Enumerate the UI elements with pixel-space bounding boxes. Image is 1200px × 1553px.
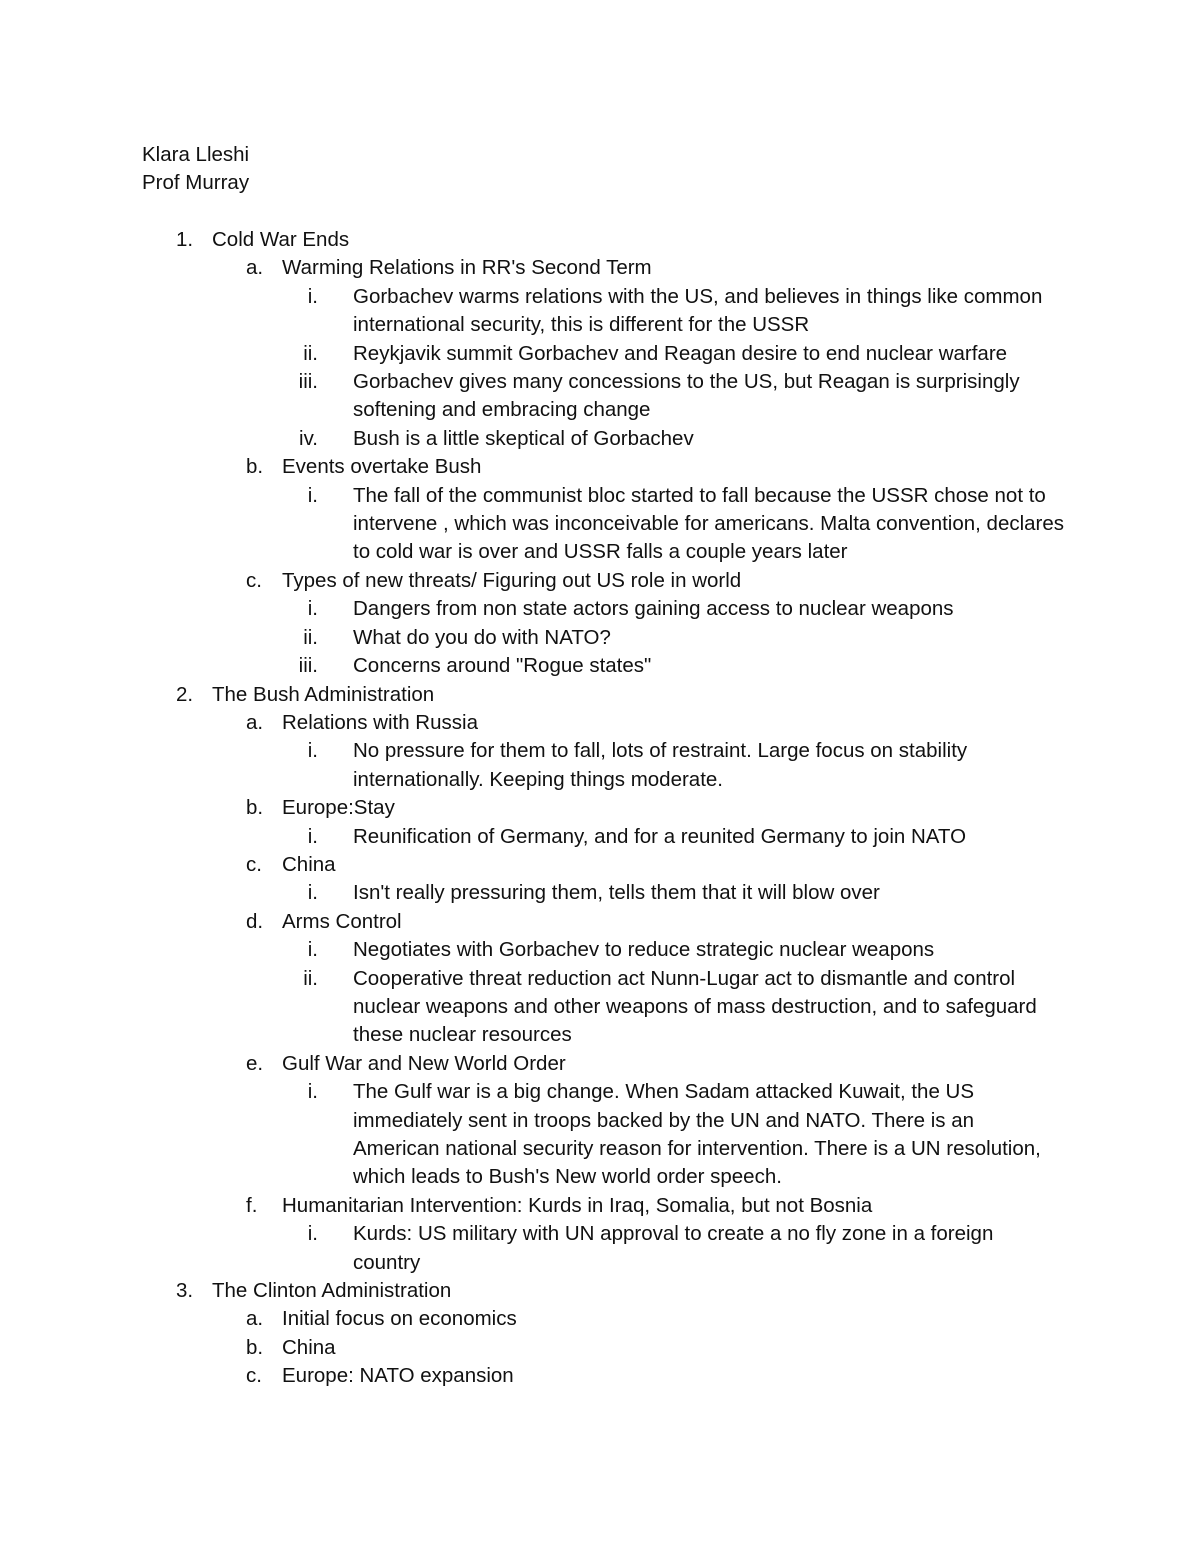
outline-text: China xyxy=(282,852,336,876)
author-name: Klara Lleshi xyxy=(142,143,250,166)
list-marker: ii. xyxy=(303,966,318,990)
outline-item-level-2 xyxy=(0,794,1200,822)
list-marker: ii. xyxy=(303,341,318,365)
list-marker: i. xyxy=(307,597,318,621)
outline-text: Reunification of Germany, and for a reunited Germany to join NATO xyxy=(353,824,967,848)
outline-text: Relations with Russia xyxy=(282,710,478,734)
outline-item-level-2 xyxy=(0,908,1200,936)
document-header xyxy=(142,141,249,198)
outline-text: Concerns around "Rogue states" xyxy=(353,654,652,678)
outline-item-level-3 xyxy=(0,283,1200,340)
list-marker: iv. xyxy=(299,426,318,450)
outline-text: Cooperative threat reduction act Nunn-Lugar act to dismantle and control nuclear weapons and other weapons of mass destruction, and to safeguard these nuclear resources xyxy=(353,966,1037,1047)
outline-item-level-1 xyxy=(0,1277,1200,1305)
outline-item-level-3 xyxy=(0,482,1200,567)
outline-text: No pressure for them to fall, lots of restraint. Large focus on stability internationally. Keeping things moderate. xyxy=(353,739,968,791)
list-marker: a. xyxy=(246,710,264,734)
list-marker: i. xyxy=(307,1080,318,1104)
list-marker: a. xyxy=(246,1307,264,1331)
outline-text: Europe: NATO expansion xyxy=(282,1364,514,1388)
list-marker: e. xyxy=(246,1051,264,1075)
list-marker: 3. xyxy=(176,1279,194,1303)
outline-text: Warming Relations in RR's Second Term xyxy=(282,256,652,280)
outline-text: Europe:Stay xyxy=(282,796,395,820)
outline-text: China xyxy=(282,1335,336,1359)
outline-text: Dangers from non state actors gaining access to nuclear weapons xyxy=(353,597,954,621)
outline-text: The Bush Administration xyxy=(212,682,435,706)
outline-item-level-3 xyxy=(0,624,1200,652)
list-marker: i. xyxy=(307,739,318,763)
outline-text: Isn't really pressuring them, tells them that it will blow over xyxy=(353,881,880,905)
list-marker: c. xyxy=(246,1364,262,1388)
outline-text: The Clinton Administration xyxy=(212,1279,452,1303)
outline-text: Gorbachev gives many concessions to the US, but Reagan is surprisingly softening and embracing change xyxy=(353,370,1020,422)
outline-text: Negotiates with Gorbachev to reduce strategic nuclear weapons xyxy=(353,938,935,962)
outline-item-level-2 xyxy=(0,1334,1200,1362)
outline-item-level-2 xyxy=(0,1362,1200,1390)
list-marker: c. xyxy=(246,568,262,592)
outline-item-level-3 xyxy=(0,965,1200,1050)
list-marker: i. xyxy=(307,284,318,308)
outline-text: Initial focus on economics xyxy=(282,1307,517,1331)
outline-item-level-3 xyxy=(0,879,1200,907)
outline-text: Kurds: US military with UN approval to create a no fly zone in a foreign country xyxy=(353,1222,994,1274)
outline-item-level-3 xyxy=(0,595,1200,623)
outline-item-level-2 xyxy=(0,1050,1200,1078)
outline-text: The Gulf war is a big change. When Sadam attacked Kuwait, the US immediately sent in troops backed by the UN and NATO. There is an American national security reason for intervention. There is a UN resolution, which leads to Bush's New world order speech. xyxy=(353,1080,1041,1189)
outline-item-level-3 xyxy=(0,936,1200,964)
notes-outline xyxy=(0,226,1200,1391)
outline-text: Reykjavik summit Gorbachev and Reagan desire to end nuclear warfare xyxy=(353,341,1008,365)
list-marker: i. xyxy=(307,483,318,507)
list-marker: ii. xyxy=(303,625,318,649)
outline-item-level-2 xyxy=(0,453,1200,481)
outline-item-level-3 xyxy=(0,823,1200,851)
outline-item-level-2 xyxy=(0,254,1200,282)
outline-item-level-2 xyxy=(0,851,1200,879)
outline-text: Gulf War and New World Order xyxy=(282,1051,566,1075)
outline-text: Cold War Ends xyxy=(212,228,350,251)
list-marker: i. xyxy=(307,881,318,905)
outline-item-level-2 xyxy=(0,567,1200,595)
outline-item-level-2 xyxy=(0,709,1200,737)
outline-item-level-2 xyxy=(0,1305,1200,1333)
outline-item-level-3 xyxy=(0,425,1200,453)
outline-text: Gorbachev warms relations with the US, and believes in things like common international security, this is different for the USSR xyxy=(353,284,1043,337)
outline-item-level-1 xyxy=(0,681,1200,709)
outline-item-level-1 xyxy=(0,226,1200,254)
outline-item-level-3 xyxy=(0,340,1200,368)
list-marker: i. xyxy=(307,1222,318,1246)
outline-item-level-3 xyxy=(0,1220,1200,1277)
outline-text: Arms Control xyxy=(282,909,402,933)
list-marker: d. xyxy=(246,909,264,933)
list-marker: i. xyxy=(307,938,318,962)
list-marker: b. xyxy=(246,796,264,820)
outline-item-level-3 xyxy=(0,368,1200,425)
list-marker: iii. xyxy=(298,654,318,678)
list-marker: 2. xyxy=(176,682,194,706)
outline-text: What do you do with NATO? xyxy=(353,625,611,649)
outline-text: Bush is a little skeptical of Gorbachev xyxy=(353,426,694,450)
professor-name: Prof Murray xyxy=(142,171,250,195)
list-marker: iii. xyxy=(298,370,318,394)
list-marker: b. xyxy=(246,1335,264,1359)
outline-text: Humanitarian Intervention: Kurds in Iraq, Somalia, but not Bosnia xyxy=(282,1193,873,1217)
outline-item-level-3 xyxy=(0,1078,1200,1192)
list-marker: i. xyxy=(307,824,318,848)
outline-text: Events overtake Bush xyxy=(282,455,482,479)
outline-text: Types of new threats/ Figuring out US role in world xyxy=(282,568,742,592)
list-marker: c. xyxy=(246,852,262,876)
list-marker: f. xyxy=(246,1193,258,1217)
outline-item-level-3 xyxy=(0,737,1200,794)
outline-item-level-3 xyxy=(0,652,1200,680)
list-marker: b. xyxy=(246,455,264,479)
outline-text: The fall of the communist bloc started to fall because the USSR chose not to intervene , which was inconceivable for americans. Malta convention, declares to cold war is over and USSR falls a couple years later xyxy=(353,483,1065,564)
list-marker: a. xyxy=(246,256,264,280)
outline-item-level-2 xyxy=(0,1192,1200,1220)
list-marker: 1. xyxy=(176,228,194,251)
